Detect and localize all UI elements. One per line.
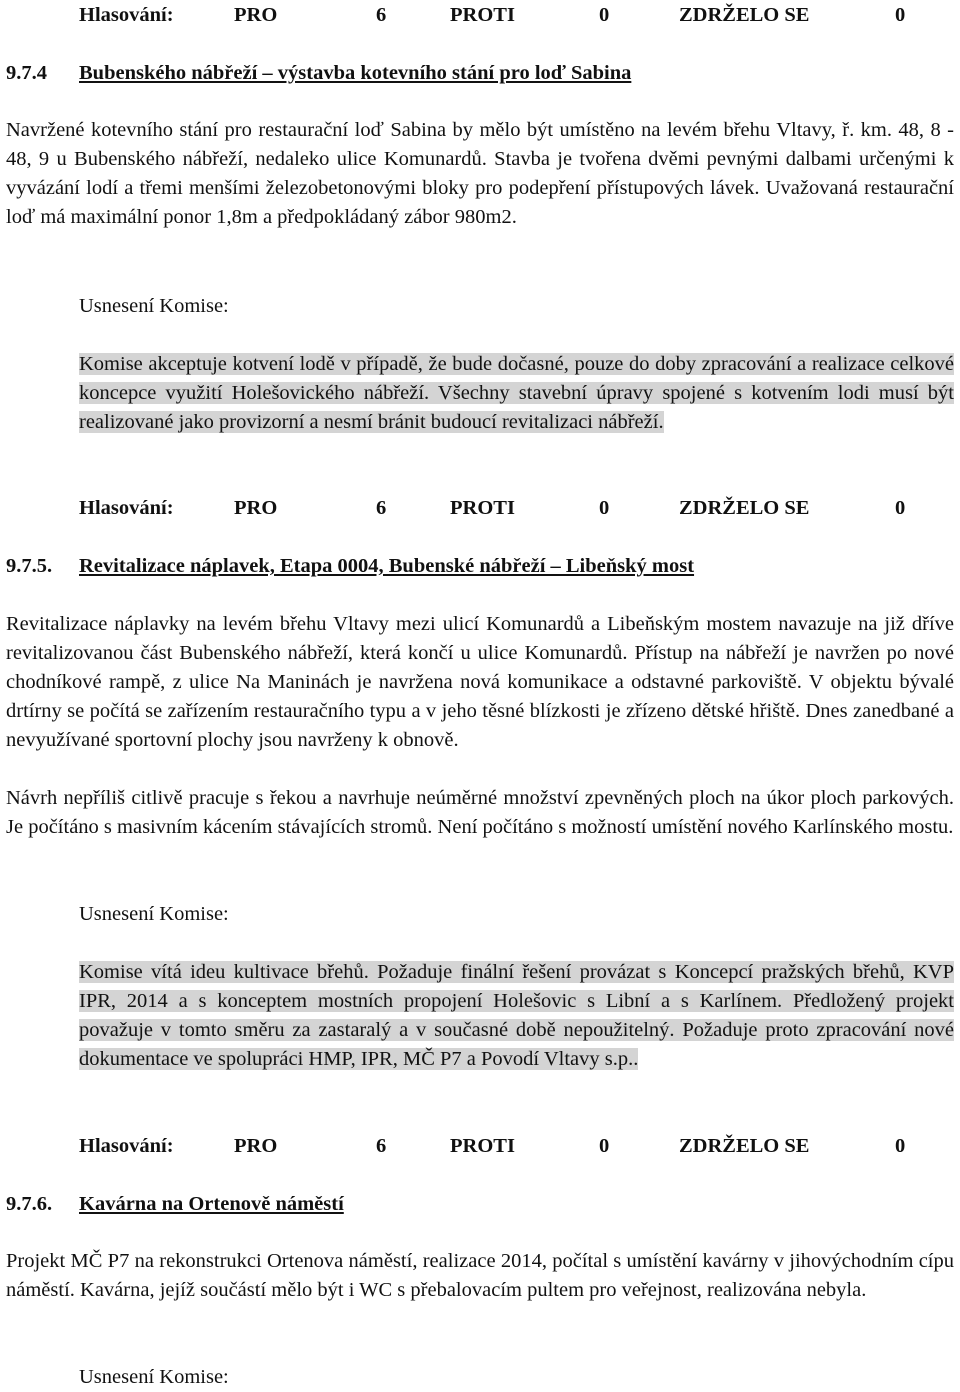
resolution-highlight: Komise akceptuje kotvení lodě v případě, že bude dočasné, pouze do doby zpracování a realizace celkové koncepce využití Holešovického nábřeží. Všechny stavební úpravy spojené s kotvením lodi musí být realizované jako provizorní a nesmí bránit budoucí revitalizaci nábřeží. [79, 353, 954, 433]
vote-pro-label: PRO [234, 4, 278, 26]
resolution-label: Usnesení Komise: [79, 295, 229, 317]
section-number: 9.7.5. [6, 555, 53, 577]
vote-proti-label: PROTI [450, 4, 515, 26]
vote-pro-label: PRO [234, 1135, 278, 1157]
vote-line [79, 1, 919, 30]
vote-pro-label: PRO [234, 497, 278, 519]
vote-line [79, 1132, 919, 1161]
vote-line [79, 494, 919, 523]
vote-label: Hlasování: [79, 4, 174, 26]
resolution-text [79, 958, 954, 1074]
vote-label: Hlasování: [79, 497, 174, 519]
vote-pro-value: 6 [376, 1135, 387, 1157]
section-number: 9.7.4 [6, 62, 47, 84]
vote-proti-label: PROTI [450, 1135, 515, 1157]
section-body-paragraph: Projekt MČ P7 na rekonstrukci Ortenova náměstí, realizace 2014, počítal s umístění kavárny v jihovýchodním cípu náměstí. Kavárna, jejíž součástí mělo být i WC s přebalovacím pultem pro veřejnost, realizována nebyla. [6, 1250, 954, 1301]
resolution-highlight: Komise vítá ideu kultivace břehů. Požaduje finální řešení provázat s Koncepcí pražských břehů, KVP IPR, 2014 a s konceptem mostních propojení Holešovic s Libní a s Karlínem. Předložený projekt považuje v tomto směru za zastaralý a v současné době nepoužitelný. Požaduje proto zpracování nové dokumentace ve spolupráci HMP, IPR, MČ P7 a Povodí Vltavy s.p.. [79, 961, 954, 1070]
vote-zdrzelo-value: 0 [895, 497, 906, 519]
resolution-label: Usnesení Komise: [79, 1366, 229, 1388]
vote-zdrzelo-value: 0 [895, 4, 906, 26]
section-number: 9.7.6. [6, 1193, 53, 1215]
resolution-text [79, 350, 954, 437]
vote-pro-value: 6 [376, 497, 387, 519]
vote-proti-value: 0 [599, 1135, 610, 1157]
section-body-paragraph: Návrh nepříliš citlivě pracuje s řekou a navrhuje neúměrné množství zpevněných ploch na úkor ploch parkových. Je počítáno s masivním kácením stávajících stromů. Není počítáno s možností umístění nového Karlínského mostu. [6, 787, 954, 838]
section-title: Bubenského nábřeží – výstavba kotevního stání pro loď Sabina [79, 62, 632, 84]
vote-zdrzelo-label: ZDRŽELO SE [679, 4, 810, 26]
vote-proti-label: PROTI [450, 497, 515, 519]
section-title: Revitalizace náplavek, Etapa 0004, Bubenské nábřeží – Libeňský most [79, 555, 695, 577]
vote-zdrzelo-label: ZDRŽELO SE [679, 1135, 810, 1157]
resolution-label: Usnesení Komise: [79, 903, 229, 925]
vote-label: Hlasování: [79, 1135, 174, 1157]
section-title: Kavárna na Ortenově náměstí [79, 1193, 344, 1215]
vote-zdrzelo-label: ZDRŽELO SE [679, 497, 810, 519]
section-body-paragraph: Navržené kotevního stání pro restaurační loď Sabina by mělo být umístěno na levém břehu Vltavy, ř. km. 48, 8 - 48, 9 u Bubenského nábřeží, nedaleko ulice Komunardů. Stavba je tvořena dvěmi pevnými dalbami určenými k vyvázání lodí a třemi menšími železobetonovými bloky pro podepření přístupových lávek. Uvažovaná restaurační loď má maximální ponor 1,8m a předpokládaný zábor 980m2. [6, 119, 954, 228]
vote-proti-value: 0 [599, 497, 610, 519]
section-body-paragraph: Revitalizace náplavky na levém břehu Vltavy mezi ulicí Komunardů a Libeňským mostem navazuje na již dříve revitalizovanou část Bubenského nábřeží, která končí u ulice Komunardů. Přístup na nábřeží je navržen po nové chodníkové rampě, z ulice Na Maninách je navržena nová komunikace a odstavné parkoviště. V objektu bývalé drtírny se počítá se zařízením restauračního typu a v jeho těsné blízkosti je zřízeno dětské hřiště. Dnes zanedbané a nevyužívané sportovní plochy jsou navrženy k obnově. [6, 613, 954, 751]
vote-zdrzelo-value: 0 [895, 1135, 906, 1157]
vote-pro-value: 6 [376, 4, 387, 26]
vote-proti-value: 0 [599, 4, 610, 26]
